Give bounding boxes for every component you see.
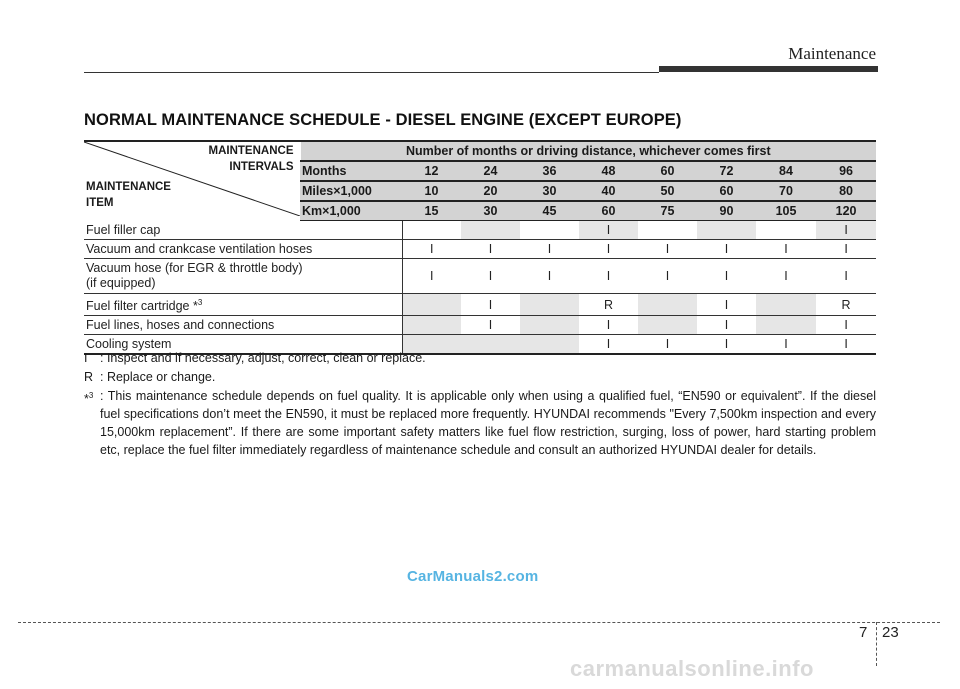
schedule-cell	[638, 316, 697, 335]
legend-item-replace	[84, 368, 876, 386]
schedule-cell: I	[697, 335, 756, 355]
schedule-cell: I	[402, 240, 461, 259]
schedule-cell	[638, 221, 697, 240]
row-label-km: Km×1,000	[300, 201, 402, 221]
row-label-months: Months	[300, 161, 402, 181]
maintenance-schedule-table	[84, 140, 876, 355]
schedule-cell: I	[461, 316, 520, 335]
header-rule	[84, 72, 659, 73]
interval-cell: 60	[697, 181, 756, 201]
interval-cell: 96	[816, 161, 876, 181]
schedule-cell: I	[520, 259, 579, 294]
schedule-cell: I	[756, 259, 816, 294]
footnote-ref: 3	[197, 298, 203, 307]
interval-cell: 15	[402, 201, 461, 221]
schedule-cell: I	[579, 221, 638, 240]
schedule-cell: I	[402, 259, 461, 294]
schedule-cell: R	[816, 294, 876, 316]
table-row	[84, 240, 876, 259]
schedule-cell	[756, 316, 816, 335]
item-name: Cooling system	[84, 335, 402, 355]
schedule-cell	[638, 294, 697, 316]
schedule-cell: I	[816, 259, 876, 294]
corner-intervals-line1: MAINTENANCE	[208, 145, 294, 157]
schedule-cell: I	[756, 335, 816, 355]
schedule-cell: I	[638, 259, 697, 294]
footnote-text: : This maintenance schedule depends on fuel quality. It is applicable only when using a qualified fuel, “EN590 or equivalent”. If the diesel fuel specifications don’t meet the EN590, it must be replaced more frequently. HYUNDAI recommends "Every 7,500km inspection and every 15,000km replacement”. If there are some important safety matters like fuel flow restriction, surging, loss of power, hard starting problem etc, replace the fuel filter immediately regardless of maintenance schedule and consult an authorized HYUNDAI dealer for details.	[100, 389, 876, 457]
item-name: Fuel lines, hoses and connections	[84, 316, 402, 335]
schedule-cell	[461, 221, 520, 240]
interval-cell: 50	[638, 181, 697, 201]
schedule-cell: I	[697, 294, 756, 316]
interval-cell: 24	[461, 161, 520, 181]
interval-cell: 72	[697, 161, 756, 181]
legend-key: I	[84, 351, 88, 365]
schedule-cell: I	[461, 240, 520, 259]
interval-cell: 60	[579, 201, 638, 221]
legend-notes	[84, 349, 876, 460]
schedule-cell: I	[816, 240, 876, 259]
interval-cell: 20	[461, 181, 520, 201]
footnote	[84, 387, 876, 459]
footer-dashed-rule	[18, 622, 940, 623]
item-name-line2: (if equipped)	[86, 276, 156, 290]
section-title: Maintenance	[788, 44, 876, 63]
schedule-cell: I	[579, 335, 638, 355]
schedule-cell: I	[697, 316, 756, 335]
schedule-cell: I	[579, 240, 638, 259]
footnote-sup: 3	[88, 391, 94, 400]
table-row	[84, 221, 876, 240]
table-row	[84, 294, 876, 316]
schedule-cell: I	[816, 316, 876, 335]
schedule-cell	[697, 221, 756, 240]
schedule-cell: I	[638, 335, 697, 355]
schedule-cell	[520, 221, 579, 240]
item-name: Vacuum and crankcase ventilation hoses	[84, 240, 402, 259]
corner-intervals-label	[209, 143, 294, 175]
interval-cell: 30	[461, 201, 520, 221]
corner-item-line2: ITEM	[86, 197, 114, 209]
corner-item-line1: MAINTENANCE	[86, 181, 171, 193]
item-name-line1: Vacuum hose (for EGR & throttle body)	[86, 261, 303, 275]
interval-cell: 30	[520, 181, 579, 201]
schedule-cell	[520, 316, 579, 335]
item-name-text: Fuel filter cartridge *	[86, 299, 198, 314]
schedule-cell	[402, 316, 461, 335]
schedule-cell	[402, 294, 461, 316]
schedule-cell: I	[579, 316, 638, 335]
legend-text: : Inspect and if necessary, adjust, correct, clean or replace.	[100, 351, 426, 365]
interval-cell: 40	[579, 181, 638, 201]
legend-item-inspect	[84, 349, 876, 367]
schedule-cell	[756, 294, 816, 316]
schedule-cell: I	[697, 259, 756, 294]
item-name	[84, 294, 402, 316]
corner-intervals-line2: INTERVALS	[229, 161, 294, 173]
schedule-cell	[756, 221, 816, 240]
schedule-cell: I	[579, 259, 638, 294]
schedule-cell: I	[816, 335, 876, 355]
footer-page-divider	[876, 622, 877, 666]
footnote-star: *	[84, 392, 89, 407]
interval-cell: 105	[756, 201, 816, 221]
page-chapter: 7	[859, 624, 868, 641]
corner-item-label	[86, 179, 171, 211]
interval-cell: 75	[638, 201, 697, 221]
footnote-key	[84, 387, 100, 459]
schedule-cell: I	[461, 259, 520, 294]
interval-cell: 36	[520, 161, 579, 181]
watermark: CarManuals2.com	[407, 568, 539, 585]
item-name	[84, 259, 402, 294]
schedule-cell: R	[579, 294, 638, 316]
item-name: Fuel filler cap	[84, 221, 402, 240]
row-label-miles: Miles×1,000	[300, 181, 402, 201]
schedule-cell: I	[756, 240, 816, 259]
interval-cell: 48	[579, 161, 638, 181]
interval-cell: 45	[520, 201, 579, 221]
interval-cell: 70	[756, 181, 816, 201]
footer-watermark: carmanualsonline.info	[570, 656, 814, 681]
table-row	[84, 259, 876, 294]
interval-cell: 90	[697, 201, 756, 221]
interval-band-header: Number of months or driving distance, whichever comes first	[300, 141, 876, 161]
interval-cell: 80	[816, 181, 876, 201]
page-number: 23	[882, 624, 899, 641]
schedule-cell	[402, 221, 461, 240]
schedule-cell: I	[638, 240, 697, 259]
interval-cell: 10	[402, 181, 461, 201]
interval-cell: 60	[638, 161, 697, 181]
page-title: NORMAL MAINTENANCE SCHEDULE - DIESEL ENGINE (EXCEPT EUROPE)	[84, 111, 682, 129]
legend-text: : Replace or change.	[100, 370, 216, 384]
schedule-cell: I	[816, 221, 876, 240]
schedule-cell: I	[461, 294, 520, 316]
table-corner-header	[84, 141, 300, 221]
schedule-cell	[520, 294, 579, 316]
interval-cell: 12	[402, 161, 461, 181]
header-rule-accent	[659, 66, 878, 72]
schedule-cell: I	[697, 240, 756, 259]
interval-cell: 84	[756, 161, 816, 181]
table-row	[84, 316, 876, 335]
interval-cell: 120	[816, 201, 876, 221]
schedule-cell: I	[520, 240, 579, 259]
legend-key: R	[84, 370, 94, 384]
